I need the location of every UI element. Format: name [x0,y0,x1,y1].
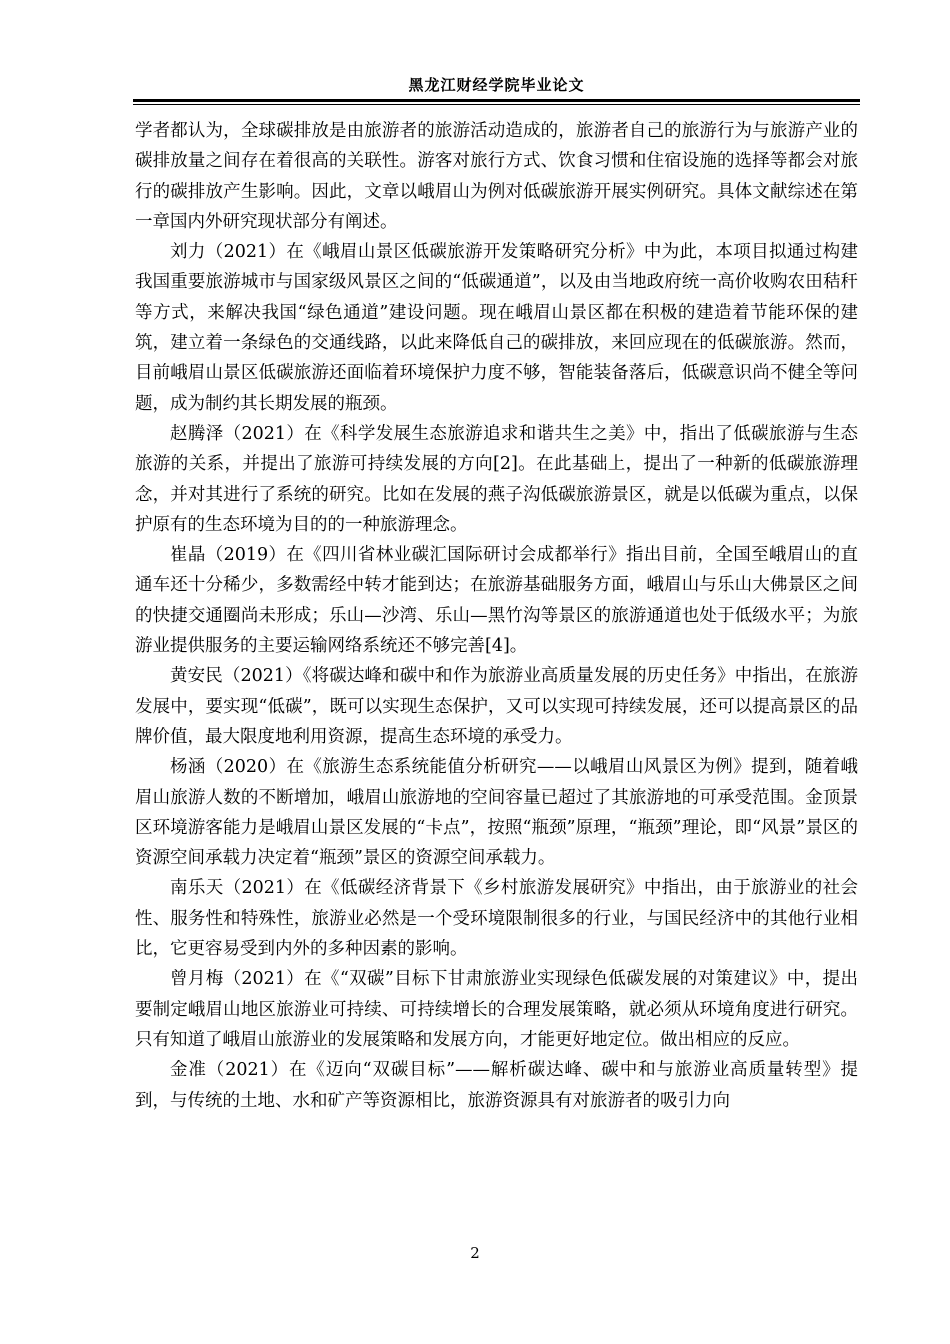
paragraph: 黄安民（2021）《将碳达峰和碳中和作为旅游业高质量发展的历史任务》中指出，在旅游发展中，要实现“低碳”，既可以实现生态保护，又可以实现可持续发展，还可以提高景区的品牌价值，最大限度地利用资源，提高生态环境的承受力。 [135,666,858,747]
paragraph: 金准（2021）在《迈向“双碳目标”——解析碳达峰、碳中和与旅游业高质量转型》提到，与传统的土地、水和矿产等资源相比，旅游资源具有对旅游者的吸引力向 [135,1060,858,1111]
paragraph: 曾月梅（2021）在《“双碳”目标下甘肃旅游业实现绿色低碳发展的对策建议》中，提出要制定峨眉山地区旅游业可持续、可持续增长的合理发展策略，就必须从环境角度进行研究。只有知道了峨眉山旅游业的发展策略和发展方向，才能更好地定位。做出相应的反应。 [135,969,858,1050]
paragraph: 崔晶（2019）在《四川省林业碳汇国际研讨会成都举行》指出目前，全国至峨眉山的直通车还十分稀少，多数需经中转才能到达；在旅游基础服务方面，峨眉山与乐山大佛景区之间的快捷交通圈尚未形成；乐山—沙湾、乐山—黑竹沟等景区的旅游通道也处于低级水平；为旅游业提供服务的主要运输网络系统还不够完善[4]。 [135,545,858,657]
paragraph: 赵腾泽（2021）在《科学发展生态旅游追求和谐共生之美》中，指出了低碳旅游与生态旅游的关系，并提出了旅游可持续发展的方向[2]。在此基础上，提出了一种新的低碳旅游理念，并对其进行了系统的研究。比如在发展的燕子沟低碳旅游景区，就是以低碳为重点，以保护原有的生态环境为目的的一种旅游理念。 [135,423,858,535]
page-header-title: 黑龙江财经学院毕业论文 [408,76,585,94]
paragraph: 刘力（2021）在《峨眉山景区低碳旅游开发策略研究分析》中为此，本项目拟通过构建我国重要旅游城市与国家级风景区之间的“低碳通道”，以及由当地政府统一高价收购农田秸秆等方式，来解决我国“绿色通道”建设问题。现在峨眉山景区都在积极的建造着节能环保的建筑，建立着一条绿色的交通线路，以此来降低自己的碳排放，来回应现在的低碳旅游。然而，目前峨眉山景区低碳旅游还面临着环境保护力度不够，智能装备落后，低碳意识尚不健全等问题，成为制约其长期发展的瓶颈。 [135,242,858,414]
paragraph: 南乐天（2021）在《低碳经济背景下《乡村旅游发展研究》中指出，由于旅游业的社会性、服务性和特殊性，旅游业必然是一个受环境限制很多的行业，与国民经济中的其他行业相比，它更容易受到内外的多种因素的影响。 [135,878,858,960]
page-number: 2 [470,1244,480,1262]
header-rule-thin [133,104,860,105]
paragraph: 学者都认为，全球碳排放是由旅游者的旅游活动造成的，旅游者自己的旅游行为与旅游产业的碳排放量之间存在着很高的关联性。游客对旅行方式、饮食习惯和住宿设施的选择等都会对旅行的碳排放产生影响。因此，文章以峨眉山为例对低碳旅游开展实例研究。具体文献综述在第一章国内外研究现状部分有阐述。 [135,121,858,232]
body-text [135,116,858,1116]
header-rule-thick [133,99,860,102]
paragraph: 杨涵（2020）在《旅游生态系统能值分析研究——以峨眉山风景区为例》提到，随着峨眉山旅游人数的不断增加，峨眉山旅游地的空间容量已超过了其旅游地的可承受范围。金顶景区环境游客能力是峨眉山景区发展的“卡点”，按照“瓶颈”原理，“瓶颈”理论，即“风景”景区的资源空间承载力决定着“瓶颈”景区的资源空间承载力。 [135,757,858,869]
